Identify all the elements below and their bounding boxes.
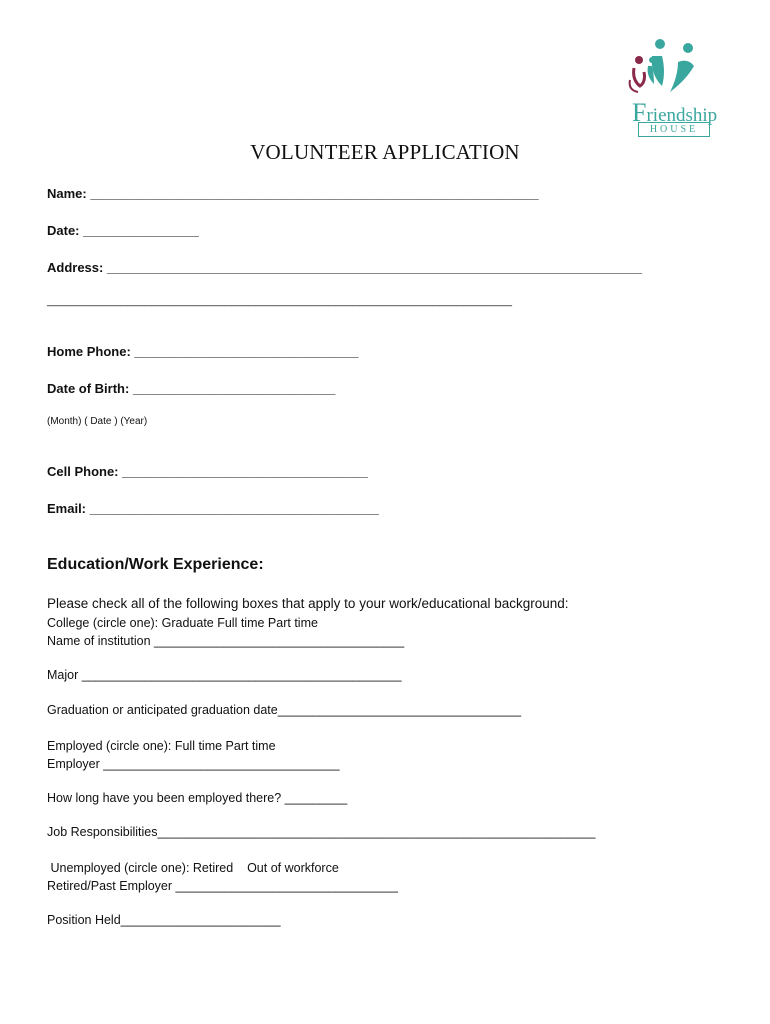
education-heading: Education/Work Experience: — [47, 556, 264, 573]
date-line[interactable]: ________________ — [83, 223, 199, 238]
date-label: Date: — [47, 223, 84, 238]
cell-phone-line[interactable]: __________________________________ — [122, 464, 368, 479]
logo-house-box: HOUSE — [638, 122, 710, 137]
address-field[interactable] — [47, 260, 642, 275]
address-label: Address: — [47, 260, 107, 275]
college-field[interactable]: College (circle one): Graduate Full time Part time — [47, 616, 318, 630]
dob-hint: (Month) ( Date ) (Year) — [47, 416, 148, 427]
graduation-field[interactable]: Graduation or anticipated graduation date___________________________________ — [47, 703, 522, 717]
figures-icon — [622, 36, 722, 106]
email-label: Email: — [47, 501, 90, 516]
date-field[interactable] — [47, 223, 199, 238]
name-field[interactable] — [47, 186, 539, 201]
logo-wordmark: Friendship — [632, 98, 718, 127]
retired-employer-field[interactable]: Retired/Past Employer ________________________________ — [47, 879, 398, 893]
home-phone-field[interactable] — [47, 344, 359, 359]
major-field[interactable]: Major ______________________________________________ — [47, 668, 402, 682]
address-line[interactable]: __________________________________________________________________________ — [106, 260, 642, 275]
responsibilities-field[interactable]: Job Responsibilities_______________________________________________________________ — [47, 825, 596, 839]
home-phone-line[interactable]: _______________________________ — [134, 344, 359, 359]
employed-field[interactable]: Employed (circle one): Full time Part time — [47, 739, 276, 753]
education-instruction: Please check all of the following boxes that apply to your work/educational background: — [47, 596, 569, 611]
name-label: Name: — [47, 186, 91, 201]
cell-phone-label: Cell Phone: — [47, 464, 123, 479]
page-title: VOLUNTEER APPLICATION — [250, 140, 520, 164]
email-line[interactable]: ________________________________________ — [89, 501, 379, 516]
position-held-field[interactable]: Position Held_______________________ — [47, 913, 281, 927]
unemployed-field[interactable]: Unemployed (circle one): Retired Out of workforce — [47, 861, 339, 875]
address-line-2[interactable]: ____________________________________________________________________________ — [47, 295, 512, 307]
employer-field[interactable]: Employer __________________________________ — [47, 757, 340, 771]
home-phone-label: Home Phone: — [47, 344, 135, 359]
dob-field[interactable] — [47, 381, 335, 396]
how-long-field[interactable]: How long have you been employed there? _________ — [47, 791, 348, 805]
dob-line[interactable]: ____________________________ — [132, 381, 336, 396]
friendship-house-logo — [622, 36, 722, 140]
email-field[interactable] — [47, 501, 379, 516]
cell-phone-field[interactable] — [47, 464, 368, 479]
institution-field[interactable]: Name of institution ____________________________________ — [47, 634, 405, 648]
name-line[interactable]: ______________________________________________________________ — [90, 186, 539, 201]
dob-label: Date of Birth: — [47, 381, 133, 396]
